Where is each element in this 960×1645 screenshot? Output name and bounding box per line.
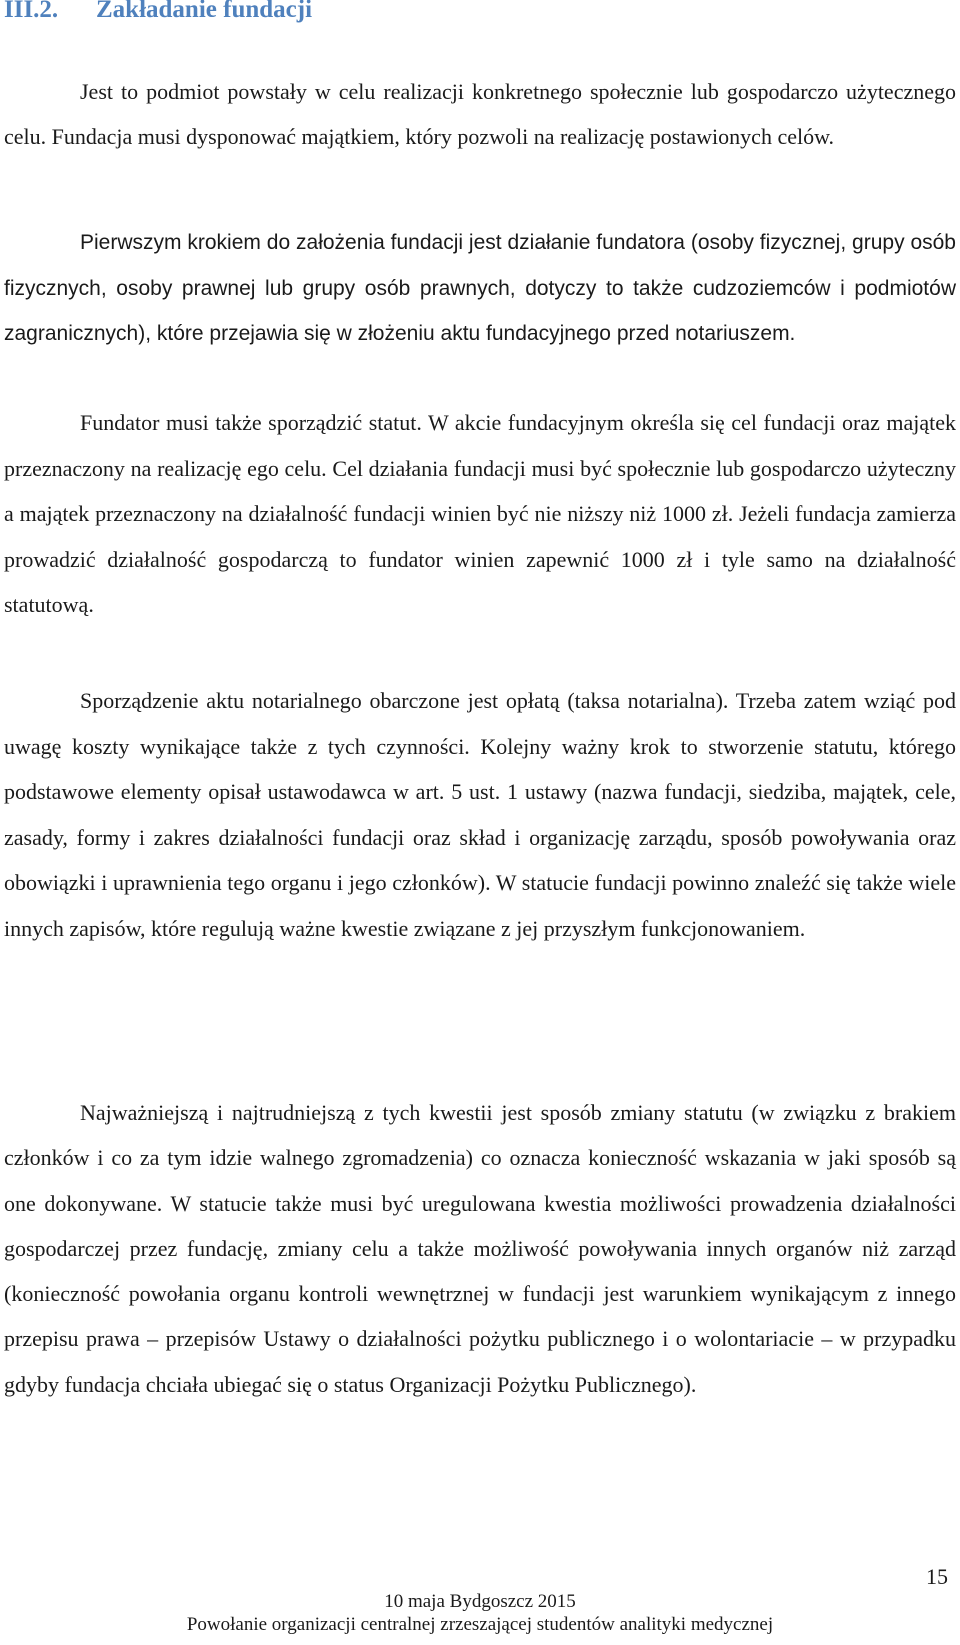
- paragraph-2: Pierwszym krokiem do założenia fundacji jest działanie fundatora (osoby fizycznej, grupy osób fizycznych, osoby prawnej lub grupy osób prawnych, dotyczy to także cudzoziemców i podmiotów zagranicznych), które przejawia się w złożeniu aktu fundacyjnego przed notariuszem.: [4, 231, 956, 345]
- footer-date: 10 maja Bydgoszcz 2015: [384, 1591, 576, 1612]
- page-number: 15: [926, 1564, 948, 1589]
- paragraph-3: Fundator musi także sporządzić statut. W akcie fundacyjnym określa się cel fundacji oraz majątek przeznaczony na realizację ego celu. Cel działania fundacji musi być społecznie lub gospodarczo użyteczny a majątek przeznaczony na działalność fundacji winien być nie niższy niż 1000 zł. Jeżeli fundacja zamierza prowadzić działalność gospodarczą to fundator winien zapewnić 1000 zł i tyle samo na działalność statutową.: [4, 410, 956, 617]
- section-heading: [4, 0, 312, 24]
- section-number: III.2.: [4, 0, 59, 23]
- section-title: Zakładanie fundacji: [96, 0, 313, 23]
- paragraph-4: Sporządzenie aktu notarialnego obarczone jest opłatą (taksa notarialna). Trzeba zatem wziąć pod uwagę koszty wynikające także z tych czynności. Kolejny ważny krok to stworzenie statutu, którego podstawowe elementy opisał ustawodawca w art. 5 ust. 1 ustawy (nazwa fundacji, siedziba, majątek, cele, zasady, formy i zakres działalności fundacji oraz skład i organizację zarządu, sposób powoływania oraz obowiązki i uprawnienia tego organu i jego członków). W statucie fundacji powinno znaleźć się także wiele innych zapisów, które regulują ważne kwestie związane z jej przyszłym funkcjonowaniem.: [4, 688, 956, 941]
- paragraph-5: Najważniejszą i najtrudniejszą z tych kwestii jest sposób zmiany statutu (w związku z brakiem członków i co za tym idzie walnego zgromadzenia) co oznacza konieczność wskazania w jaki sposób są one dokonywane. W statucie także musi być uregulowana kwestia możliwości prowadzenia działalności gospodarczej przez fundację, zmiany celu a także możliwość powoływania innych organów niż zarząd (konieczność powołania organu kontroli wewnętrznej w fundacji jest warunkiem wynikającym z innego przepisu prawa – przepisów Ustawy o działalności pożytku publicznego i o wolontariacie – w przypadku gdyby fundacja chciała ubiegać się o status Organizacji Pożytku Publicznego).: [4, 1100, 956, 1397]
- paragraph-1: Jest to podmiot powstały w celu realizacji konkretnego społecznie lub gospodarczo użytecznego celu. Fundacja musi dysponować majątkiem, który pozwoli na realizację postawionych celów.: [4, 79, 956, 149]
- footer-title: Powołanie organizacji centralnej zrzeszającej studentów analityki medycznej: [186, 1614, 774, 1635]
